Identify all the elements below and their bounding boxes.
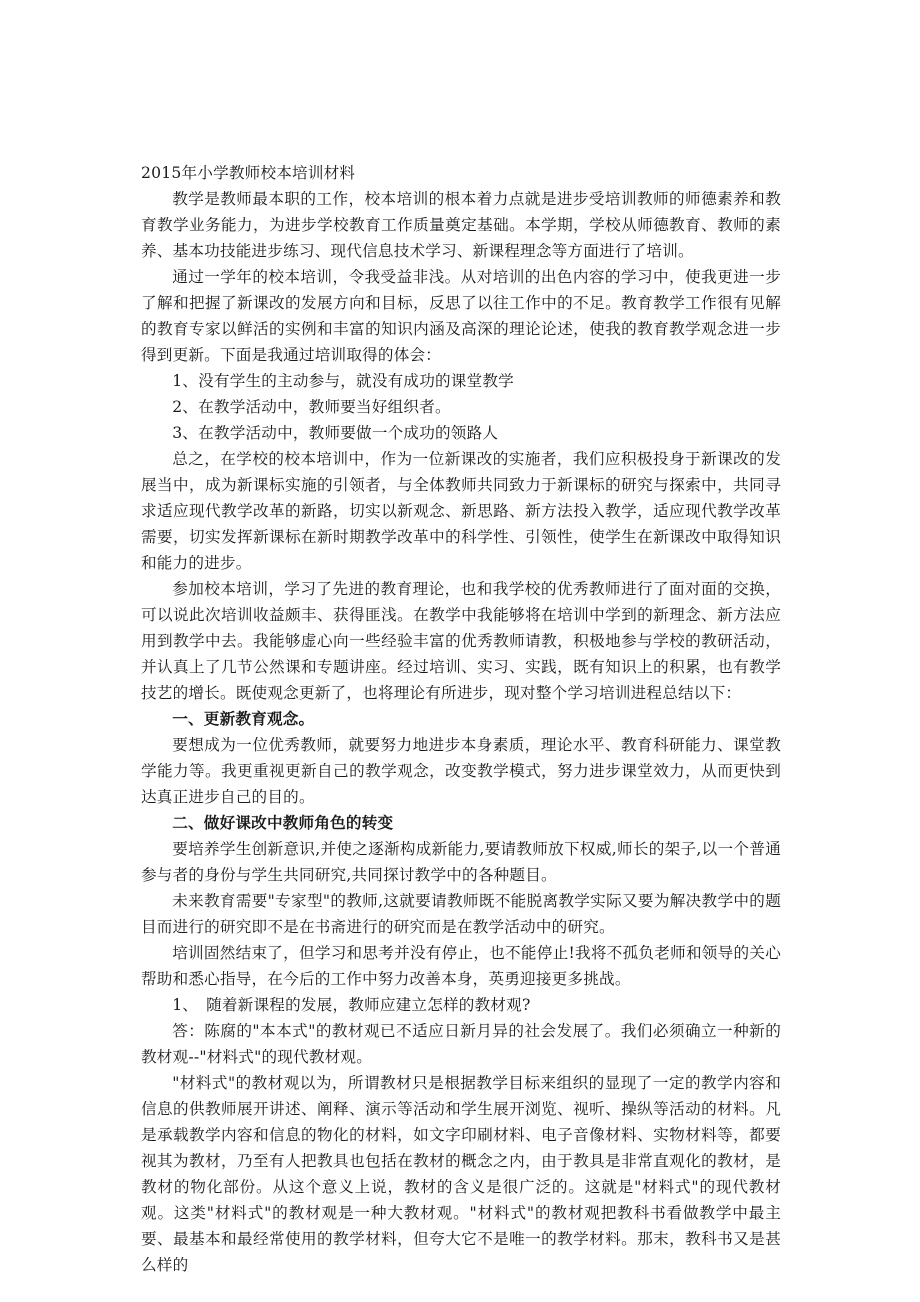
paragraph: 要想成为一位优秀教师，就要努力地进步本身素质，理论水平、教育科研能力、课堂教学能力等。我更重视更新自己的教学观念，改变教学模式，努力进步课堂效力，从而更快到达真正进步自己的目的。 [141,736,781,806]
paragraph: 3、在教学活动中，教师要做一个成功的领路人 [172,424,499,442]
section-heading: 一、更新教育观念。 [172,709,315,728]
paragraph: 教学是教师最本职的工作，校本培训的根本着力点就是进步受培训教师的师德素养和教育教学业务能力，为进步学校教育工作质量奠定基础。本学期，学校从师德教育、教师的素养、基本功技能进步练习、现代信息技术学习、新课程理念等方面进行了培训。 [141,190,781,260]
document-page [141,160,781,1278]
paragraph: 2、在教学活动中，教师要当好组织者。 [172,398,451,416]
paragraph: 答：陈腐的"本本式"的教材观已不适应日新月异的社会发展了。我们必须确立一种新的教材观--"材料式"的现代教材观。 [141,1022,781,1066]
paragraph: 通过一学年的校本培训，令我受益非浅。从对培训的出色内容的学习中，使我更进一步了解和把握了新课改的发展方向和目标，反思了以往工作中的不足。教育教学工作很有见解的教育专家以鲜活的实例和丰富的知识内涵及高深的理论论述，使我的教育教学观念进一步得到更新。下面是我通过培训取得的体会： [141,268,781,364]
section-heading: 二、做好课改中教师角色的转变 [172,813,394,832]
paragraph: "材料式"的教材观以为，所谓教材只是根据教学目标来组织的显现了一定的教学内容和信息的供教师展开讲述、阐释、演示等活动和学生展开浏览、视听、操纵等活动的材料。凡是承载教学内容和信息的物化的材料，如文字印刷材料、电子音像材料、实物材料等，都要视其为教材，乃至有人把教具也包括在教材的概念之内，由于教具是非常直观化的教材，是教材的物化部份。从这个意义上说，教材的含义是很广泛的。这就是"材料式"的现代教材观。这类"材料式"的教材观是一种大教材观。"材料式"的教材观把教科书看做教学中最主要、最基本和最经常使用的教学材料，但夸大它不是唯一的教学材料。那末，教科书又是甚么样的 [141,1074,781,1274]
paragraph: 1、没有学生的主动参与，就没有成功的课堂教学 [172,372,514,390]
paragraph: 培训固然结束了，但学习和思考并没有停止，也不能停止!我将不孤负老师和领导的关心帮助和悉心指导，在今后的工作中努力改善本身，英勇迎接更多挑战。 [141,944,781,988]
document-title: 2015年小学教师校本培训材料 [141,164,356,182]
paragraph: 总之，在学校的校本培训中，作为一位新课改的实施者，我们应积极投身于新课改的发展当中，成为新课标实施的引领者，与全体教师共同致力于新课标的研究与探索中，共同寻求适应现代教学改革的新路，切实以新观念、新思路、新方法投入教学，适应现代教学改革需要，切实发挥新课标在新时期教学改革中的科学性、引领性，使学生在新课改中取得知识和能力的进步。 [141,450,781,572]
paragraph: 参加校本培训，学习了先进的教育理论，也和我学校的优秀教师进行了面对面的交换，可以说此次培训收益颇丰、获得匪浅。在教学中我能够将在培训中学到的新理念、新方法应用到教学中去。我能够虚心向一些经验丰富的优秀教师请教，积极地参与学校的教研活动，并认真上了几节公然课和专题讲座。经过培训、实习、实践，既有知识上的积累，也有教学技艺的增长。既使观念更新了，也将理论有所进步，现对整个学习培训进程总结以下： [141,580,781,702]
paragraph: 要培养学生创新意识,并使之逐渐构成新能力,要请教师放下权威,师长的架子,以一个普通参与者的身份与学生共同研究,共同探讨教学中的各种题目。 [141,840,781,884]
document-body [141,186,781,1278]
paragraph: 1、 随着新课程的发展，教师应建立怎样的教材观? [172,996,531,1014]
paragraph: 未来教育需要"专家型"的教师,这就要请教师既不能脱离教学实际又要为解决教学中的题目而进行的研究即不是在书斋进行的研究而是在教学活动中的研究。 [141,892,781,936]
